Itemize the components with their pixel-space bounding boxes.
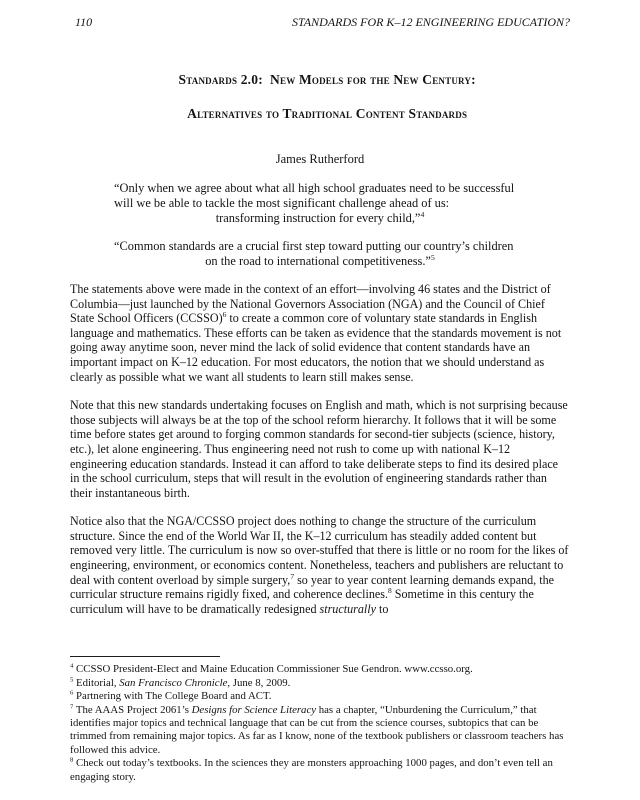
epigraph-line: will we be able to tackle the most significant challenge ahead of us: xyxy=(114,195,450,210)
body-paragraph-3: Notice also that the NGA/CCSSO project does nothing to change the structure of the curriculum structure. Since the end of the World War II, the K–12 curriculum has steadily added content but removed very little. The curriculum is now so over-stuffed that there is little or no room for the likes of engineering, environment, or economics content. Nonetheless, teachers and publishers are reluctant to deal with content overload by simple surgery,$^7$ so year to year content learning demands expand, the curricular structure remains rigidly fixed, and coherence declines.$^8$ Sometime in this century the curriculum will have to be dramatically redesigned structurally to xyxy=(70,514,569,616)
body-copy xyxy=(70,282,570,616)
body-paragraph-2: Note that this new standards undertaking focuses on English and math, which is not surprising because those subjects will always be at the top of the school reform hierarchy. It follows that it will be some time before states get around to forging common standards for second-tier subjects (science, history, etc.), let alone engineering. Thus engineering need not rush to come up with national K–12 engineering education standards. Instead it can afford to take deliberate steps to find its desired place in the school curriculum, steps that will result in the evolution of engineering standards rather than their instantaneous birth. xyxy=(70,398,568,500)
footnotes-section xyxy=(70,656,570,784)
footnote-6: $^6$ Partnering with The College Board and ACT. xyxy=(70,689,272,703)
footnote-separator xyxy=(70,656,220,657)
footnote-5: $^5$ Editorial, San Francisco Chronicle, June 8, 2009. xyxy=(70,676,291,689)
article-title-line-1: Standards 2.0: New Models for the New Century: xyxy=(178,72,476,87)
page-number: 110 xyxy=(75,15,93,29)
epigraph-line: on the road to international competitiveness.”$^5$ xyxy=(205,253,435,269)
running-header xyxy=(70,15,570,29)
epigraph-line: “Only when we agree about what all high school graduates need to be successful xyxy=(114,181,515,195)
epigraph-line: “Common standards are a crucial first step toward putting our country’s children xyxy=(114,239,514,254)
article-title xyxy=(70,54,570,139)
epigraph-1 xyxy=(70,181,570,225)
epigraph-2 xyxy=(70,239,570,269)
article-title-line-2: Alternatives to Traditional Content Standards xyxy=(187,106,468,121)
footnote-8: $^8$ Check out today’s textbooks. In the sciences they are monsters approaching 1000 pages, and don’t even tell an engaging story. xyxy=(70,756,553,783)
footnote-7: $^7$ The AAAS Project 2061’s Designs for Science Literacy has a chapter, “Unburdening the Curriculum,” that identifies major topics and technical language that can be cut from the science courses, subtopics that can be trimmed from remaining major topics. As far as I know, none of the textbook publishers or classroom teachers has followed this advice. xyxy=(70,703,564,756)
footnote-4: $^4$ CCSSO President-Elect and Maine Education Commissioner Sue Gendron. www.ccsso.org. xyxy=(70,662,473,676)
running-title: STANDARDS FOR K–12 ENGINEERING EDUCATION? xyxy=(292,15,570,29)
epigraph-line: transforming instruction for every child,”$^4$ xyxy=(215,209,425,225)
body-paragraph-1: The statements above were made in the context of an effort—involving 46 states and the District of Columbia—just launched by the National Governors Association (NGA) and the Council of Chief State School Officers (CCSSO)$^6$ to create a common core of voluntary state standards in English language and mathematics. These efforts can be taken as evidence that the standards movement is not going away anytime soon, never mind the lack of solid evidence that content standards have an important impact on K–12 education. For most educators, the notion that we should understand as clearly as possible what we want all students to learn still makes sense. xyxy=(70,281,562,384)
author-byline: James Rutherford xyxy=(275,152,365,166)
